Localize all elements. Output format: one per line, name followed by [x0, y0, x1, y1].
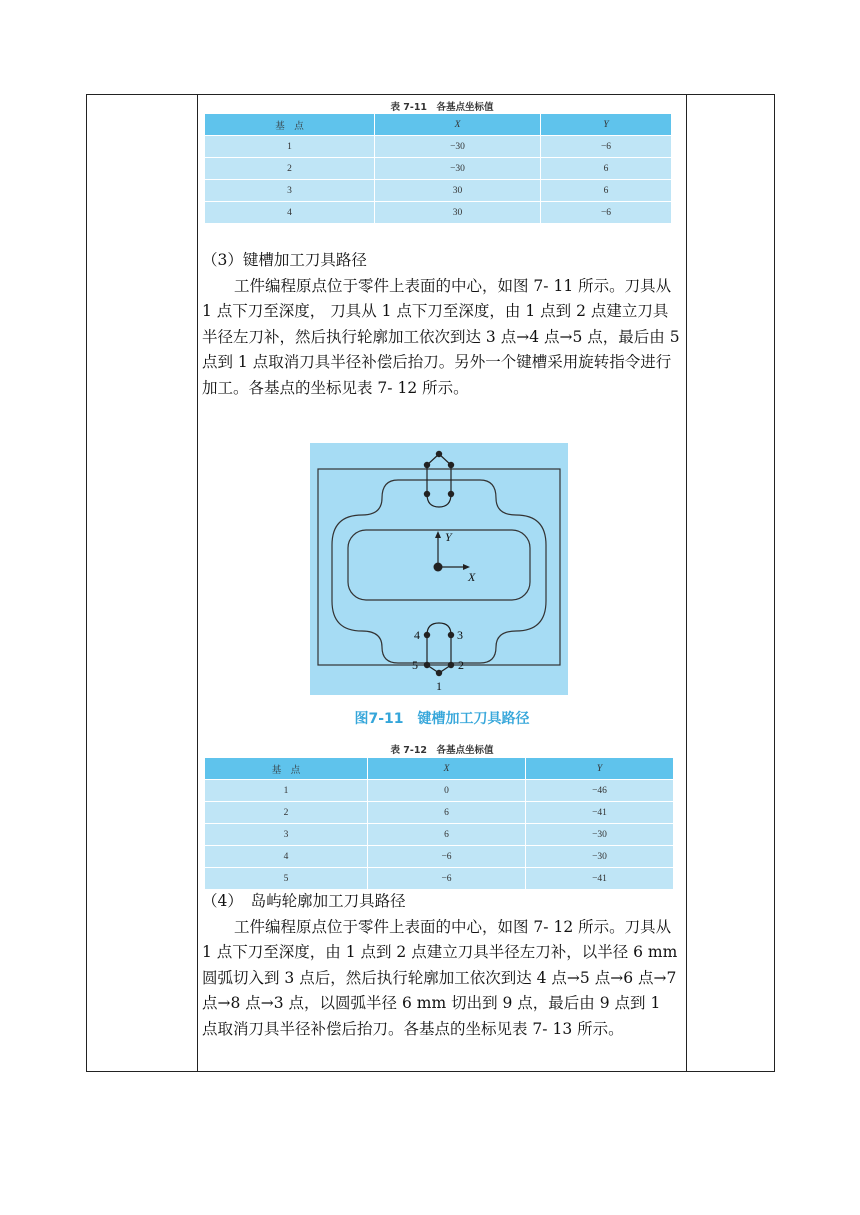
header-cell: Y [541, 114, 672, 136]
table-cell: 1 [205, 136, 375, 158]
table-cell: 2 [205, 802, 368, 824]
table-cell: 3 [205, 824, 368, 846]
table-cell: −6 [541, 136, 672, 158]
table-row [205, 824, 674, 846]
table-cell: 3 [205, 180, 375, 202]
table-row [205, 868, 674, 890]
table-header-row [205, 758, 674, 780]
table-row [205, 158, 672, 180]
table-cell: 4 [205, 846, 368, 868]
point-label: 3 [457, 628, 463, 642]
header-cell: Y [526, 758, 674, 780]
table-cell: 6 [368, 802, 526, 824]
path-point [436, 670, 442, 676]
table-cell: 30 [375, 202, 541, 224]
table-cell: 4 [205, 202, 375, 224]
point-label: 2 [458, 658, 464, 672]
table-cell: 6 [541, 180, 672, 202]
origin-point [434, 563, 443, 572]
table-cell: 30 [375, 180, 541, 202]
table-caption: 表 7-11 各基点坐标值 [390, 102, 494, 113]
table-header-row [205, 114, 672, 136]
section-heading: （3）键槽加工刀具路径 [202, 251, 367, 269]
section-body: 工件编程原点位于零件上表面的中心，如图 7- 12 所示。刀具从 1 点下刀至深度，由 1 点到 2 点建立刀具半径左刀补，以半径 6 mm 圆弧切入到 3 点后，然后执行轮廓加工依次到达 4 点→5 点→6 点→7 点→8 点→3 点，以圆弧半径 6 mm 切出到 9 点，最后由 9 点到 1 点取消刀具半径补偿后抬刀。各基点的坐标见表 7- 13 所示。 [202, 917, 678, 1038]
table-row [205, 802, 674, 824]
table-cell: −41 [526, 868, 674, 890]
table-cell: 0 [368, 780, 526, 802]
table-cell: −6 [541, 202, 672, 224]
keyway-toolpath-figure [310, 443, 568, 695]
path-point [424, 491, 430, 497]
section-3 [202, 248, 680, 401]
table-cell: 6 [541, 158, 672, 180]
table-cell: −41 [526, 802, 674, 824]
table-cell: 1 [205, 780, 368, 802]
table-cell: −30 [375, 136, 541, 158]
section-4 [202, 889, 680, 1042]
table-cell: 6 [368, 824, 526, 846]
table-cell: 2 [205, 158, 375, 180]
column-divider [686, 95, 687, 1071]
path-point [448, 632, 454, 638]
point-label: 4 [414, 628, 420, 642]
path-point [448, 662, 454, 668]
header-cell: 基 点 [205, 114, 375, 136]
point-label: 1 [436, 679, 442, 693]
path-point [424, 462, 430, 468]
section-body: 工件编程原点位于零件上表面的中心，如图 7- 11 所示。刀具从 1 点下刀至深度， 刀具从 1 点下刀至深度，由 1 点到 2 点建立刀具半径左刀补，然后执行轮廓加工依次到达 3 点→4 点→5 点，最后由 5 点到 1 点取消刀具半径补偿后抬刀。另外一个键槽采用旋转指令进行加工。各基点的坐标见表 7- 12 所示。 [202, 276, 680, 397]
table-cell: 5 [205, 868, 368, 890]
table-row [205, 136, 672, 158]
section-heading: （4） 岛屿轮廓加工刀具路径 [202, 892, 406, 910]
table-cell: −30 [526, 824, 674, 846]
path-point [424, 632, 430, 638]
point-label: 5 [412, 658, 418, 672]
path-point [424, 662, 430, 668]
table-row [205, 180, 672, 202]
path-point [448, 462, 454, 468]
header-cell: X [368, 758, 526, 780]
coordinate-table [204, 757, 674, 890]
path-point [448, 491, 454, 497]
y-axis-label: Y [445, 530, 452, 544]
table-cell: −46 [526, 780, 674, 802]
table-cell: −30 [526, 846, 674, 868]
table-cell: −6 [368, 846, 526, 868]
table-row [205, 780, 674, 802]
header-cell: 基 点 [205, 758, 368, 780]
table-cell: −30 [375, 158, 541, 180]
table-row [205, 202, 672, 224]
header-cell: X [375, 114, 541, 136]
path-point [436, 451, 442, 457]
table-row [205, 846, 674, 868]
table-caption: 表 7-12 各基点坐标值 [390, 745, 494, 756]
figure-caption: 图7-11 键槽加工刀具路径 [354, 711, 530, 727]
table-cell: −6 [368, 868, 526, 890]
x-axis-label: X [468, 570, 476, 584]
coordinate-table [204, 113, 672, 224]
main-content [198, 94, 686, 1072]
